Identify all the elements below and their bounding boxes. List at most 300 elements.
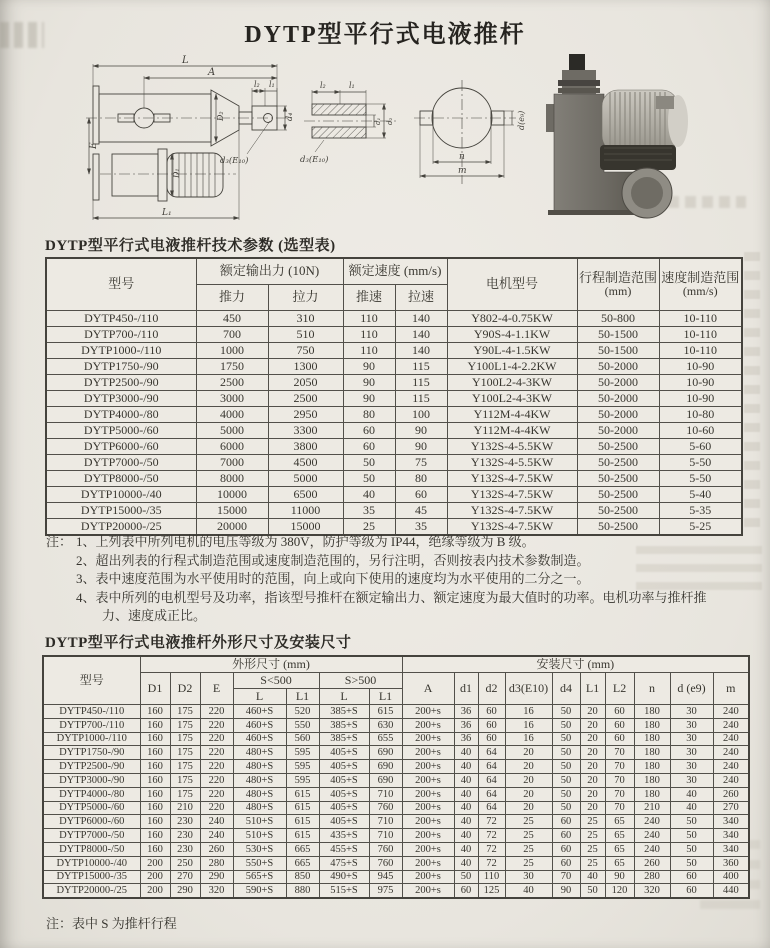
table-cell: 15000 — [196, 503, 268, 519]
table-cell: 2500 — [268, 391, 343, 407]
table-row — [43, 705, 749, 719]
table-cell: 750 — [268, 343, 343, 359]
table-cell: 320 — [200, 884, 233, 898]
table-cell: 385+S — [319, 732, 369, 746]
table-cell: 240 — [713, 773, 749, 787]
table-cell: 30 — [670, 718, 713, 732]
col-header-stroke-range — [577, 258, 659, 311]
table-cell: 40 — [454, 856, 478, 870]
table-cell: 160 — [140, 829, 170, 843]
table-cell: 160 — [140, 773, 170, 787]
table-cell: DYTP20000-/25 — [46, 519, 196, 536]
table-cell: Y132S-4-7.5KW — [447, 503, 577, 519]
table-cell: Y112M-4-4KW — [447, 423, 577, 439]
table-cell: 200+s — [402, 870, 454, 884]
table-cell: 15000 — [268, 519, 343, 536]
table-cell: 240 — [713, 746, 749, 760]
table-row — [46, 439, 742, 455]
table-cell: 480+S — [233, 746, 286, 760]
table-cell: DYTP7000-/50 — [46, 455, 196, 471]
table-cell: 710 — [369, 829, 402, 843]
table-cell: 475+S — [319, 856, 369, 870]
table-row — [43, 870, 749, 884]
table-cell: 440 — [713, 884, 749, 898]
table-cell: 340 — [713, 829, 749, 843]
table-cell: 655 — [369, 732, 402, 746]
table-cell: 460+S — [233, 705, 286, 719]
table-cell: 72 — [478, 856, 505, 870]
table-cell: Y100L2-4-3KW — [447, 391, 577, 407]
speed-range-label: 速度制造范围 — [661, 269, 740, 285]
table-cell: 160 — [140, 718, 170, 732]
dim-label-de9: d(e₉) — [517, 110, 526, 130]
table-cell: 175 — [170, 760, 200, 774]
table-cell: 7000 — [196, 455, 268, 471]
dim-label-D2: D₂ — [216, 111, 225, 121]
table-cell: Y100L1-4-2.2KW — [447, 359, 577, 375]
table-cell: 240 — [713, 705, 749, 719]
table-cell: 110 — [343, 343, 395, 359]
col-header-rated-force: 额定输出力 (10N) — [196, 258, 343, 285]
col-header-L-lt: L — [233, 689, 286, 705]
table-cell: 25 — [505, 856, 552, 870]
table-cell: 50 — [580, 884, 605, 898]
table-cell: 140 — [395, 343, 447, 359]
notes-block — [46, 533, 718, 626]
table-cell: 50-2500 — [577, 503, 659, 519]
note-item: 3、表中速度范围为水平使用时的范围，向上或向下使用的速度均为水平使用的二分之一。 — [76, 571, 590, 586]
table-cell: 65 — [605, 856, 634, 870]
table-cell: DYTP4000-/80 — [43, 787, 140, 801]
table-cell: 60 — [670, 870, 713, 884]
table-cell: 50 — [552, 705, 580, 719]
col-header-push-speed: 推速 — [343, 285, 395, 311]
product-photo — [538, 50, 743, 232]
table-cell: 20 — [580, 760, 605, 774]
dim-label-L1: L₁ — [162, 208, 172, 218]
table2-title: DYTP型平行式电液推杆外形尺寸及安装尺寸 — [45, 635, 352, 651]
table-cell: 200+s — [402, 801, 454, 815]
table-cell: 50-2500 — [577, 487, 659, 503]
table-cell: 20000 — [196, 519, 268, 536]
table-cell: 140 — [395, 327, 447, 343]
table-cell: 60 — [670, 884, 713, 898]
col-header-model: 型号 — [46, 258, 196, 311]
table-cell: 405+S — [319, 815, 369, 829]
table-cell: 50 — [670, 856, 713, 870]
table-cell: 160 — [140, 842, 170, 856]
table-cell: 45 — [395, 503, 447, 519]
table-cell: 260 — [634, 856, 670, 870]
table-cell: 220 — [200, 773, 233, 787]
col-header-outline-dims: 外形尺寸 (mm) — [140, 656, 402, 673]
table-cell: 405+S — [319, 760, 369, 774]
col-header-speed-range — [659, 258, 742, 311]
table-cell: 50 — [552, 801, 580, 815]
notes-label: 注： — [46, 534, 73, 549]
table-cell: 25 — [505, 829, 552, 843]
table-cell: 125 — [478, 884, 505, 898]
table-cell: 270 — [170, 870, 200, 884]
table-cell: 65 — [605, 829, 634, 843]
table-cell: 30 — [505, 870, 552, 884]
table-row — [46, 359, 742, 375]
table-cell: 760 — [369, 842, 402, 856]
table-row — [46, 375, 742, 391]
stroke-range-unit: (mm) — [604, 284, 632, 299]
table-cell: 405+S — [319, 787, 369, 801]
table-cell: 700 — [196, 327, 268, 343]
table-row — [43, 842, 749, 856]
col-header-model2: 型号 — [43, 656, 140, 705]
dim-label-d3: d₃(E₁₀) — [220, 156, 249, 166]
table-row — [43, 829, 749, 843]
dim-label-A: A — [208, 67, 216, 78]
table-cell: 40 — [454, 760, 478, 774]
table-cell: 435+S — [319, 829, 369, 843]
table-cell: 405+S — [319, 801, 369, 815]
table-cell: 850 — [286, 870, 319, 884]
table-cell: 20 — [580, 746, 605, 760]
col-header-motor: 电机型号 — [447, 258, 577, 311]
table-cell: 50 — [552, 732, 580, 746]
table-cell: DYTP1000-/110 — [43, 732, 140, 746]
table-cell: 50 — [552, 787, 580, 801]
table-cell: Y132S-4-5.5KW — [447, 455, 577, 471]
table-cell: 50 — [552, 746, 580, 760]
table-cell: 160 — [140, 760, 170, 774]
table-cell: 8000 — [196, 471, 268, 487]
col-header-d4: d4 — [552, 673, 580, 705]
table-cell: 2950 — [268, 407, 343, 423]
table-cell: 60 — [605, 705, 634, 719]
table-cell: 240 — [634, 842, 670, 856]
table-cell: 70 — [605, 760, 634, 774]
table-row — [43, 801, 749, 815]
table-cell: 70 — [552, 870, 580, 884]
table-cell: 50 — [552, 718, 580, 732]
dim-label-E: E — [89, 142, 99, 149]
table-cell: DYTP8000-/50 — [46, 471, 196, 487]
table-cell: 40 — [454, 801, 478, 815]
col-header-rated-speed: 额定速度 (mm/s) — [343, 258, 447, 285]
table-cell: 510+S — [233, 829, 286, 843]
table-cell: Y90L-4-1.5KW — [447, 343, 577, 359]
table-cell: Y112M-4-4KW — [447, 407, 577, 423]
table-cell: DYTP7000-/50 — [43, 829, 140, 843]
table-cell: DYTP700-/110 — [46, 327, 196, 343]
table-cell: 20 — [505, 787, 552, 801]
col-header-d2: d2 — [478, 673, 505, 705]
table-cell: 550 — [286, 718, 319, 732]
col-header-pull-force: 拉力 — [268, 285, 343, 311]
table-cell: 20 — [580, 732, 605, 746]
table-cell: 615 — [286, 787, 319, 801]
table-cell: 50 — [454, 870, 478, 884]
table-row — [46, 327, 742, 343]
table-cell: 5000 — [268, 471, 343, 487]
table-cell: 510+S — [233, 815, 286, 829]
table-cell: 100 — [395, 407, 447, 423]
table-cell: 200+s — [402, 856, 454, 870]
table-cell: DYTP450-/110 — [46, 311, 196, 327]
table-cell: 480+S — [233, 787, 286, 801]
table-cell: 5-50 — [659, 455, 742, 471]
table-cell: 340 — [713, 842, 749, 856]
table-cell: 60 — [454, 884, 478, 898]
table-cell: DYTP1000-/110 — [46, 343, 196, 359]
col-header-m: m — [713, 673, 749, 705]
table-cell: 160 — [140, 815, 170, 829]
table-row — [43, 856, 749, 870]
table-cell: 340 — [713, 815, 749, 829]
table-cell: 30 — [670, 773, 713, 787]
dim-label-d3-detail: d₃(E₁₀) — [300, 155, 329, 165]
table-cell: DYTP10000-/40 — [46, 487, 196, 503]
table-cell: 110 — [478, 870, 505, 884]
table-cell: 50-2000 — [577, 375, 659, 391]
table-cell: 945 — [369, 870, 402, 884]
table-cell: Y100L2-4-3KW — [447, 375, 577, 391]
col-header-L2: L2 — [605, 673, 634, 705]
table-cell: DYTP20000-/25 — [43, 884, 140, 898]
table-cell: 90 — [343, 359, 395, 375]
table-cell: Y132S-4-7.5KW — [447, 519, 577, 536]
note-item: 2、超出列表的行程式制造范围或速度制造范围的，另行注明，否则按表内技术参数制造。 — [76, 552, 590, 568]
table-cell: DYTP2500-/90 — [46, 375, 196, 391]
table-cell: 5-40 — [659, 487, 742, 503]
table-cell: 455+S — [319, 842, 369, 856]
table-cell: 280 — [634, 870, 670, 884]
note-item: 4、表中所列的电机型号及功率，指该型号推杆在额定输出力、额定速度为最大值时的功率。电机功率与推杆推力、速度成正比。 — [76, 589, 707, 623]
table-cell: 50 — [670, 842, 713, 856]
table-cell: 65 — [605, 815, 634, 829]
table-cell: 760 — [369, 856, 402, 870]
table-cell: 115 — [395, 375, 447, 391]
table-cell: 180 — [634, 746, 670, 760]
table-cell: 180 — [634, 705, 670, 719]
table-cell: 50-2500 — [577, 455, 659, 471]
table2-footnote: 注：表中 S 为推杆行程 — [46, 916, 177, 931]
table-cell: 630 — [369, 718, 402, 732]
speed-range-unit: (mm/s) — [682, 284, 718, 299]
table-row — [46, 487, 742, 503]
table-cell: 160 — [140, 705, 170, 719]
table-cell: 200+s — [402, 829, 454, 843]
table-cell: 160 — [140, 732, 170, 746]
table-cell: 220 — [200, 787, 233, 801]
table-cell: 20 — [505, 746, 552, 760]
table-cell: 64 — [478, 746, 505, 760]
notes-list — [76, 533, 718, 626]
table-cell: 175 — [170, 705, 200, 719]
table-cell: 50 — [670, 829, 713, 843]
table-cell: 175 — [170, 732, 200, 746]
dim-label-l1-detail: l₁ — [349, 81, 355, 90]
table-cell: 250 — [170, 856, 200, 870]
table-cell: DYTP10000-/40 — [43, 856, 140, 870]
table-cell: 50 — [343, 471, 395, 487]
table-cell: 10-90 — [659, 375, 742, 391]
table-cell: 710 — [369, 815, 402, 829]
table-cell: DYTP1750-/90 — [46, 359, 196, 375]
table-cell: 40 — [505, 884, 552, 898]
table-cell: 665 — [286, 842, 319, 856]
dim-label-m: m — [458, 166, 467, 176]
dimension-table — [42, 655, 750, 899]
table-cell: 665 — [286, 856, 319, 870]
table-cell: 50-1500 — [577, 327, 659, 343]
table-cell: 400 — [713, 870, 749, 884]
table-cell: 175 — [170, 787, 200, 801]
table-cell: 40 — [454, 773, 478, 787]
table-cell: 110 — [343, 311, 395, 327]
col-header-d1: d1 — [454, 673, 478, 705]
table-cell: 40 — [454, 746, 478, 760]
table-cell: 200 — [140, 884, 170, 898]
table-cell: 260 — [713, 787, 749, 801]
table-cell: 50-2500 — [577, 471, 659, 487]
table-row — [43, 760, 749, 774]
table-cell: 480+S — [233, 801, 286, 815]
table-cell: 220 — [200, 746, 233, 760]
table-cell: 200+s — [402, 815, 454, 829]
table-cell: 25 — [580, 815, 605, 829]
table-cell: 180 — [634, 760, 670, 774]
table-cell: 16 — [505, 705, 552, 719]
table-cell: 10-110 — [659, 311, 742, 327]
table-cell: 5000 — [196, 423, 268, 439]
table-cell: 520 — [286, 705, 319, 719]
table-cell: DYTP5000-/60 — [43, 801, 140, 815]
dim-label-l1: l₁ — [269, 80, 275, 89]
table-cell: 64 — [478, 760, 505, 774]
table-cell: 64 — [478, 787, 505, 801]
table-cell: 30 — [670, 705, 713, 719]
table-cell: 310 — [268, 311, 343, 327]
table-cell: DYTP6000-/60 — [46, 439, 196, 455]
col-header-install-dims: 安装尺寸 (mm) — [402, 656, 749, 673]
table-cell: 175 — [170, 718, 200, 732]
dim-label-n: n — [459, 152, 465, 162]
table-cell: 10000 — [196, 487, 268, 503]
table-cell: 975 — [369, 884, 402, 898]
col-header-d3: d3(E10) — [505, 673, 552, 705]
table-cell: 10-110 — [659, 327, 742, 343]
table-cell: 160 — [140, 746, 170, 760]
table-cell: 60 — [552, 856, 580, 870]
table-cell: 25 — [505, 815, 552, 829]
table-row — [43, 718, 749, 732]
table-cell: 280 — [200, 856, 233, 870]
table-cell: 460+S — [233, 718, 286, 732]
table-cell: 25 — [580, 829, 605, 843]
table-cell: 50-1500 — [577, 343, 659, 359]
table-cell: 200+s — [402, 842, 454, 856]
table1-title: DYTP型平行式电液推杆技术参数 (选型表) — [45, 238, 336, 254]
table-cell: 210 — [634, 801, 670, 815]
table-cell: 25 — [580, 842, 605, 856]
table-cell: 120 — [605, 884, 634, 898]
table-cell: 3800 — [268, 439, 343, 455]
table-cell: 230 — [170, 815, 200, 829]
table-cell: 90 — [605, 870, 634, 884]
col-header-L1-gt: L1 — [369, 689, 402, 705]
table-cell: 880 — [286, 884, 319, 898]
table-cell: 5-25 — [659, 519, 742, 536]
table-cell: 40 — [343, 487, 395, 503]
table-cell: 40 — [454, 829, 478, 843]
table-cell: 36 — [454, 718, 478, 732]
table-cell: 16 — [505, 732, 552, 746]
table-cell: 60 — [552, 829, 580, 843]
table-cell: 565+S — [233, 870, 286, 884]
col-header-s-lt-500: S<500 — [233, 673, 319, 689]
table-cell: 70 — [605, 787, 634, 801]
table-cell: 230 — [170, 829, 200, 843]
table-row — [43, 884, 749, 898]
table-cell: 50 — [343, 455, 395, 471]
table-cell: DYTP6000-/60 — [43, 815, 140, 829]
table-cell: 220 — [200, 718, 233, 732]
table-cell: DYTP3000-/90 — [46, 391, 196, 407]
table-cell: 20 — [505, 760, 552, 774]
col-header-s-gt-500: S>500 — [319, 673, 402, 689]
spec-selection-table — [45, 257, 743, 536]
table-cell: 6500 — [268, 487, 343, 503]
table-row — [46, 471, 742, 487]
table-cell: 200+s — [402, 705, 454, 719]
table-cell: 405+S — [319, 746, 369, 760]
note-item: 1、上列表中所列电机的电压等级为 380V，防护等级为 IP44，绝缘等级为 B 级。 — [76, 534, 535, 549]
table-cell: DYTP4000-/80 — [46, 407, 196, 423]
table-cell: 480+S — [233, 773, 286, 787]
table-row — [46, 311, 742, 327]
table-cell: 290 — [170, 884, 200, 898]
table-cell: 40 — [670, 787, 713, 801]
table-cell: Y90S-4-1.1KW — [447, 327, 577, 343]
table-cell: 270 — [713, 801, 749, 815]
table-cell: 10-60 — [659, 423, 742, 439]
table-row — [46, 391, 742, 407]
table-cell: 1300 — [268, 359, 343, 375]
table-row — [46, 503, 742, 519]
table-cell: 25 — [580, 856, 605, 870]
dim-label-d4: d₄ — [285, 112, 294, 121]
table-cell: 5-60 — [659, 439, 742, 455]
table-cell: 490+S — [319, 870, 369, 884]
dim-label-l2: l₂ — [254, 80, 260, 89]
table-cell: 110 — [343, 327, 395, 343]
table-cell: 1000 — [196, 343, 268, 359]
table-cell: 175 — [170, 773, 200, 787]
table-cell: 90 — [395, 423, 447, 439]
table-cell: 72 — [478, 842, 505, 856]
table-cell: DYTP1750-/90 — [43, 746, 140, 760]
table-cell: 50-2000 — [577, 391, 659, 407]
table-cell: 480+S — [233, 760, 286, 774]
table-cell: 75 — [395, 455, 447, 471]
table-cell: 200 — [140, 856, 170, 870]
table-cell: 50-800 — [577, 311, 659, 327]
table-cell: 3300 — [268, 423, 343, 439]
table-cell: 160 — [140, 787, 170, 801]
table-cell: 90 — [552, 884, 580, 898]
table-row — [43, 773, 749, 787]
col-header-push-force: 推力 — [196, 285, 268, 311]
table-row — [43, 787, 749, 801]
col-header-pull-speed: 拉速 — [395, 285, 447, 311]
